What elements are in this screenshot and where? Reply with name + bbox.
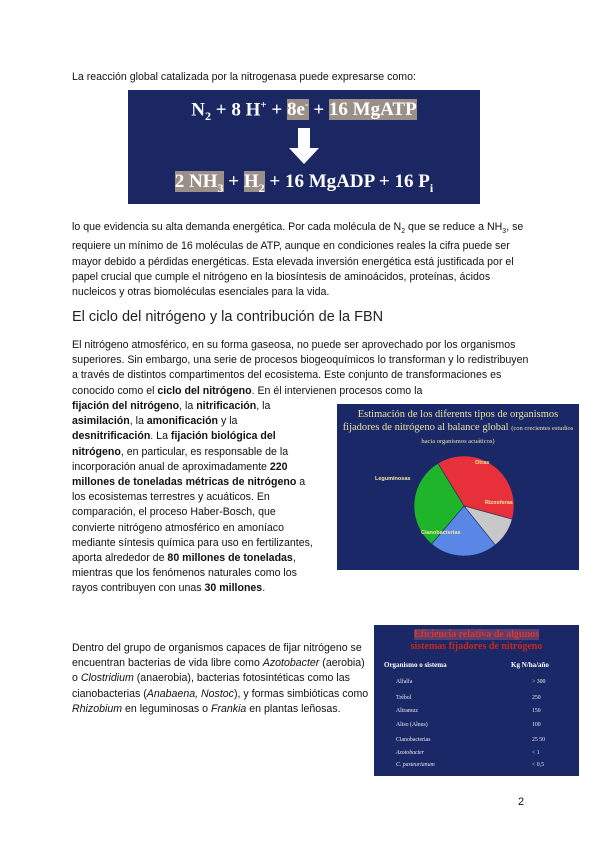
table-header-organism: Organismo o sistema	[384, 661, 447, 669]
pie-label-rizosferas: Rizosferas	[485, 500, 513, 506]
efficiency-table	[374, 625, 579, 776]
table-row-value: < 0,5	[532, 762, 544, 768]
pie-svg	[337, 404, 579, 570]
table-row-organism: Cianobacterias	[396, 737, 431, 743]
table-header-value: Kg N/ha/año	[511, 661, 549, 669]
pie-label-otras: Otras	[475, 460, 490, 466]
section-title: El ciclo del nitrógeno y la contribución de la FBN	[72, 309, 384, 325]
reaction-equation	[128, 90, 480, 204]
table-row-organism: C. pasteurianum	[396, 762, 435, 768]
table-title: Eficiencia relativa de algunos	[413, 629, 540, 640]
pie-label-leguminosas: Leguminosas	[375, 476, 411, 482]
equation-reactants: $N_2 + 8$ H+ + 8e- + 16 MgATP	[191, 99, 417, 124]
table-row-value: > 300	[532, 679, 546, 685]
table-row-value: 100	[532, 722, 541, 728]
equation-products: 2 $NH_3 + H_2 + 16$ MgADP + 16 $P_i$	[174, 171, 434, 195]
table-row-value: 250	[532, 695, 541, 701]
page-number: 2	[518, 796, 525, 808]
table-row-organism: Azotobacter	[396, 750, 425, 756]
cycle-paragraph-wrap: fijación del nitrógeno, la nitrificación, la asimilación, la amonificación y la desnitrificación. La fijación biológica del nitrógeno, en particular, es responsable de la incorporación anual de aproximadamente 220 millones de toneladas métricas de nitrógeno a los ecosistemas terrestres y acuáticos. En comparación, el proceso Haber-Bosch, que convierte nitrógeno atmosférico en amoníaco mediante síntesis química para uso en fertilizantes, aporta alrededor de 80 millones de toneladas, mientras que los fenómenos naturales como los rayos contribuyen con unas 30 millones.	[72, 400, 313, 595]
table-row-value: < 1	[532, 750, 540, 756]
fixation-pie-chart	[337, 404, 579, 570]
organisms-paragraph: Dentro del grupo de organismos capaces de fijar nitrógeno se encuentran bacterias de vida libre como Azotobacter (aerobia) o Clostridium (anaerobia), bacterias fotosintéticas como las cianobacterias (Anabaena, Nostoc), y formas simbióticas como Rhizobium en leguminosas o Frankia en plantas leñosas.	[72, 642, 369, 715]
table-row-value: 150	[532, 708, 541, 714]
pie-label-cianobacterias: Cianobacterias	[421, 530, 461, 536]
energy-paragraph: lo que evidencia su alta demanda energética. Por cada molécula de $N_2$ que se reduce a $NH_3$, se requiere un mínimo de 16 moléculas de ATP, aunque en condiciones reales la cifra puede ser mayor debido a pérdidas energéticas. Esta elevada inversión energética está justificada por el papel crucial que cumple el nitrógeno en la biosíntesis de aminoácidos, proteínas, ácidos nucleicos y otras biomoléculas esenciales para la vida.	[72, 221, 524, 298]
cycle-paragraph-top: El nitrógeno atmosférico, en su forma gaseosa, no puede ser aprovechado por los organismos superiores. Sin embargo, una serie de procesos biogeoquímicos lo transforman y lo redistribuyen a través de distintos compartimentos del ecosistema. Este conjunto de transformaciones es conocido como el ciclo del nitrógeno. En él intervienen procesos como la	[72, 339, 529, 397]
table-row-organism: Aliso (Alnus)	[396, 722, 428, 728]
table-row-organism: Alfalfa	[396, 679, 413, 685]
table-row-value: 25 50	[532, 737, 546, 743]
table-row-organism: Trébol	[396, 695, 412, 701]
intro-paragraph: La reacción global catalizada por la nitrogenasa puede expresarse como:	[72, 71, 416, 83]
chart-title: Estimación de los diferents tipos de organismos fijadores de nitrógeno al balance global (con crecientes estudios hacia organismos acuáticos)	[342, 409, 574, 445]
down-arrow-icon	[289, 128, 319, 164]
table-subtitle: sistemas fijadores de nitrógeno	[410, 641, 543, 652]
table-row-organism: Altramuz	[396, 708, 418, 714]
